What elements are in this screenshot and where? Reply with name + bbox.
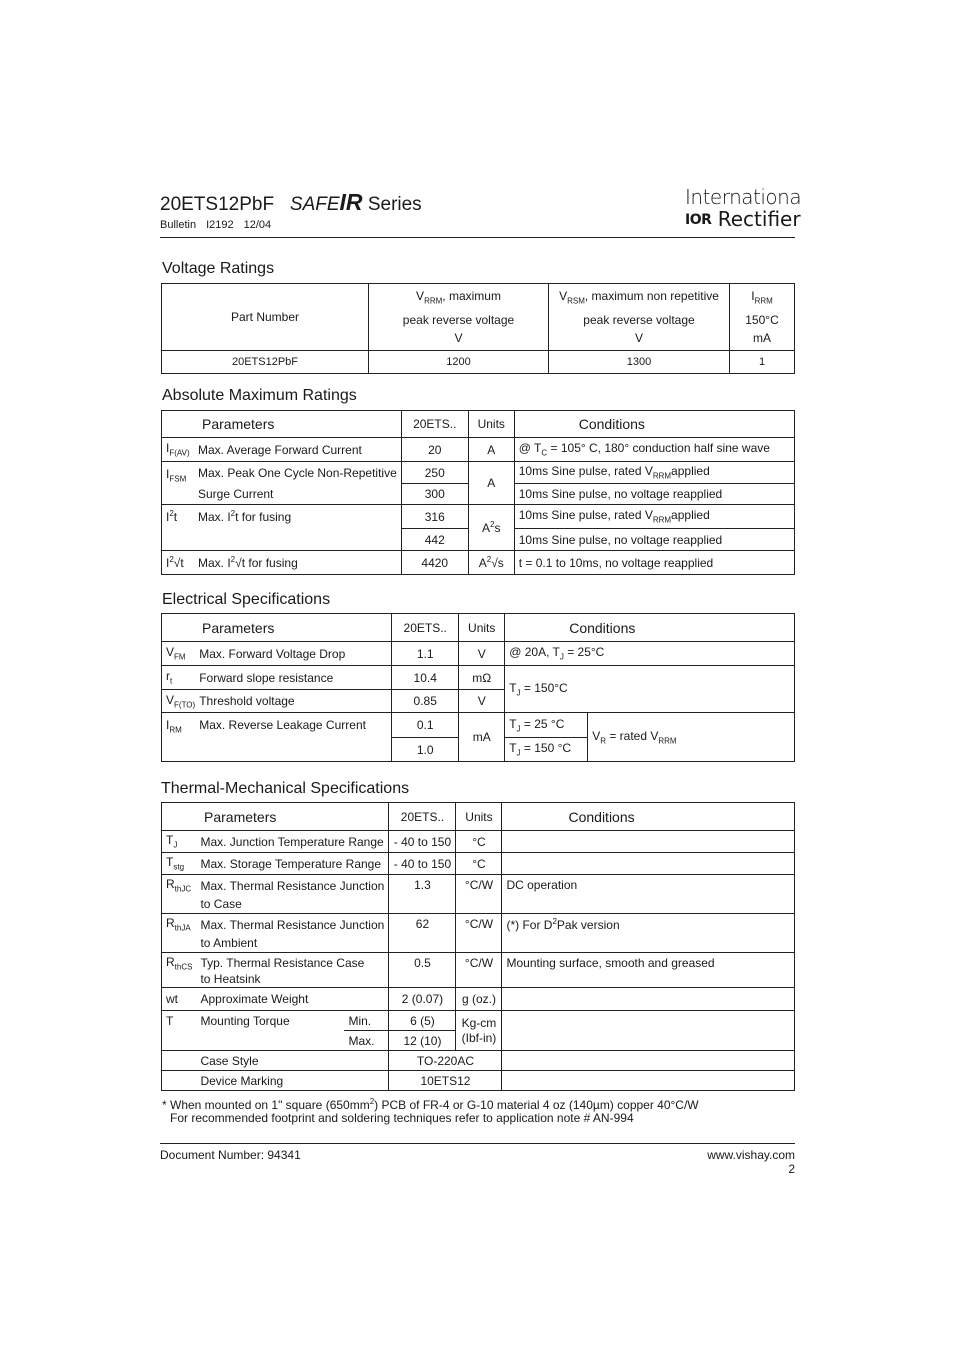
col-conditions: Conditions [502, 803, 795, 831]
ir-label: IR [339, 189, 363, 215]
table-row [162, 875, 795, 914]
param-condition: 10ms Sine pulse, no voltage reapplied [514, 484, 794, 505]
param-value: 62 [389, 914, 456, 953]
series-label: Series [367, 194, 422, 215]
param-value: - 40 to 150 [389, 831, 456, 853]
cell-vrrm: 1200 [369, 351, 549, 374]
param-condition: 10ms Sine pulse, rated $V_{RRM}applied$ [514, 462, 794, 484]
table-row [162, 551, 795, 575]
symbol-i2sqrt: $I^2√t$ [162, 551, 195, 575]
param-condition: @ $T_C = 105^\circ$ C, 180° conduction half sine wave [514, 438, 794, 462]
table-row [162, 1011, 795, 1031]
param-value: 300 [401, 484, 468, 505]
symbol-rthjc: $R_{thJC}$ [162, 875, 197, 914]
col-part-number: Part Number [162, 284, 369, 351]
symbol-ifsm: $I_{FSM}$ [162, 462, 195, 505]
table-header-row [162, 411, 795, 438]
table-header-row [162, 803, 795, 831]
param-condition-tj: $T_J = 25$ °C [505, 713, 588, 738]
param-desc: Surge Current [194, 484, 401, 505]
param-desc: Max. Average Forward Current [194, 438, 401, 462]
param-value: 4420 [401, 551, 468, 575]
table-row [162, 351, 795, 374]
param-value: 6 (5) [389, 1011, 456, 1031]
param-condition [502, 988, 795, 1011]
param-value: 1.1 [392, 642, 459, 666]
col-parameters: Parameters [162, 614, 392, 642]
param-desc: Approximate Weight [196, 988, 389, 1011]
table-row [162, 642, 795, 666]
param-desc: Max. Thermal Resistance Junction to Ambient [196, 914, 389, 953]
param-condition-tj: $T_J = 150$ °C [505, 738, 588, 762]
col-vrsm: $V_{RSM}$, maximum non repetitive peak reverse voltage V [549, 284, 730, 351]
param-desc: Mounting Torque [196, 1011, 344, 1051]
param-condition: 10ms Sine pulse, rated $V_{RRM}applied$ [514, 505, 794, 529]
logo-line-1: Internationa [685, 185, 802, 209]
footnote-2: For recommended footprint and soldering techniques refer to application note # AN-994 [170, 1111, 634, 1125]
table-row [162, 505, 795, 529]
symbol-rthcs: $R_{thCS}$ [162, 953, 197, 988]
param-desc-empty [194, 529, 401, 551]
symbol-vfto: $V_{F(TO)}$ [162, 690, 196, 713]
param-condition-vr: $V_R$ = rated $V_{RRM}$ [588, 713, 795, 762]
header-divider [160, 237, 795, 238]
symbol-torque: T [162, 1011, 197, 1051]
cell-irrm: 1 [730, 351, 795, 374]
safe-label: SAFE [289, 194, 340, 215]
param-unit: A [468, 438, 514, 462]
bulletin-date: 12/04 [243, 219, 272, 231]
bulletin-number: I2192 [206, 219, 234, 231]
param-value: 20 [401, 438, 468, 462]
website-link[interactable]: www.vishay.com [707, 1148, 795, 1162]
symbol-ifav: $I_{F(AV)}$ [162, 438, 195, 462]
param-value: 12 (10) [389, 1031, 456, 1051]
voltage-ratings-title: Voltage Ratings [162, 260, 275, 277]
param-condition: Mounting surface, smooth and greased [502, 953, 795, 988]
col-conditions: Conditions [514, 411, 794, 438]
symbol-wt: wt [162, 988, 197, 1011]
logo-line-2 [685, 207, 801, 231]
cell-part: 20ETS12PbF [162, 351, 369, 374]
param-condition [502, 1051, 795, 1071]
param-value: TO-220AC [389, 1051, 502, 1071]
table-row [162, 462, 795, 484]
document-number: Document Number: 94341 [160, 1148, 301, 1162]
param-unit: mΩ [459, 666, 505, 690]
param-condition: 10ms Sine pulse, no voltage reapplied [514, 529, 794, 551]
bulletin-line [160, 219, 281, 231]
param-condition: $T_J = 150^\circ C$ [505, 666, 795, 713]
footer-divider [160, 1143, 795, 1144]
col-value: 20ETS.. [401, 411, 468, 438]
electrical-table [161, 613, 795, 762]
param-value: 1.3 [389, 875, 456, 914]
param-desc: Max. Forward Voltage Drop [195, 642, 392, 666]
param-unit: °C [456, 853, 502, 875]
param-desc: Case Style [196, 1051, 389, 1071]
thermal-table [161, 802, 795, 1091]
symbol-empty [162, 1071, 197, 1091]
param-value: 10.4 [392, 666, 459, 690]
param-value: 0.85 [392, 690, 459, 713]
table-header-row [162, 614, 795, 642]
param-unit: $A^2s$ [468, 505, 514, 551]
param-condition: (*) For $D^2Pak$ version [502, 914, 795, 953]
torque-max-label: Max. [344, 1031, 389, 1051]
symbol-vfm: $V_{FM}$ [162, 642, 196, 666]
param-desc: Max. Reverse Leakage Current [195, 713, 392, 762]
param-condition: DC operation [502, 875, 795, 914]
col-units: Units [468, 411, 514, 438]
param-condition: @ 20A, $T_J = 25^\circ C$ [505, 642, 795, 666]
param-unit: g (oz.) [456, 988, 502, 1011]
logo-rectifier: Rectifier [717, 207, 801, 231]
symbol-irm: $I_{RM}$ [162, 713, 196, 762]
ior-logo-icon: IOR [685, 212, 712, 228]
table-row [162, 914, 795, 953]
table-row [162, 713, 795, 738]
param-value: 0.5 [389, 953, 456, 988]
col-value: 20ETS.. [389, 803, 456, 831]
col-vrrm: $V_{RRM}$, maximum peak reverse voltage V [369, 284, 549, 351]
symbol-tstg: $T_{stg}$ [162, 853, 197, 875]
page-number: 2 [788, 1162, 795, 1176]
param-desc: Threshold voltage [195, 690, 392, 713]
param-value: 2 (0.07) [389, 988, 456, 1011]
param-unit: mA [459, 713, 505, 762]
table-row [162, 831, 795, 853]
company-logo [685, 185, 802, 231]
abs-max-title: Absolute Maximum Ratings [162, 387, 357, 404]
torque-min-label: Min. [344, 1011, 389, 1031]
param-unit: A [468, 462, 514, 505]
abs-max-table [161, 410, 795, 575]
param-value: 250 [401, 462, 468, 484]
cell-vrsm: 1300 [549, 351, 730, 374]
bulletin-label: Bulletin [160, 219, 197, 231]
col-units: Units [456, 803, 502, 831]
param-condition: t = 0.1 to 10ms, no voltage reapplied [514, 551, 794, 575]
col-conditions: Conditions [505, 614, 795, 642]
col-value: 20ETS.. [392, 614, 459, 642]
param-unit: °C [456, 831, 502, 853]
param-desc: Max. Thermal Resistance Junction to Case [196, 875, 389, 914]
param-unit: $A^2√s$ [468, 551, 514, 575]
param-desc: Max. Peak One Cycle Non-Repetitive [194, 462, 401, 484]
param-condition [502, 1071, 795, 1091]
param-desc: Typ. Thermal Resistance Case to Heatsink [196, 953, 389, 988]
table-row [162, 1051, 795, 1071]
symbol-i2t: $I^2t$ [162, 505, 195, 551]
param-desc: Max. Junction Temperature Range [196, 831, 389, 853]
table-row [162, 988, 795, 1011]
table-row [162, 853, 795, 875]
thermal-title: Thermal-Mechanical Specifications [161, 780, 410, 797]
page-title [160, 189, 422, 216]
param-desc: Forward slope resistance [195, 666, 392, 690]
param-unit: V [459, 642, 505, 666]
col-parameters: Parameters [162, 411, 402, 438]
table-row [162, 953, 795, 988]
symbol-tj: $T_J$ [162, 831, 197, 853]
param-condition [502, 853, 795, 875]
symbol-empty [162, 1051, 197, 1071]
param-unit: °C/W [456, 914, 502, 953]
param-condition [502, 831, 795, 853]
table-row [162, 1071, 795, 1091]
param-value: 442 [401, 529, 468, 551]
param-desc: Device Marking [196, 1071, 389, 1091]
table-row [162, 666, 795, 690]
param-desc: Max. Storage Temperature Range [196, 853, 389, 875]
param-value: 316 [401, 505, 468, 529]
part-number: 20ETS12PbF [160, 194, 275, 215]
param-value: 0.1 [392, 713, 459, 738]
param-value: 10ETS12 [389, 1071, 502, 1091]
electrical-title: Electrical Specifications [162, 591, 331, 608]
voltage-ratings-table [161, 283, 795, 374]
table-row [162, 438, 795, 462]
param-condition [502, 1011, 795, 1051]
param-unit: °C/W [456, 953, 502, 988]
col-units: Units [459, 614, 505, 642]
param-value: 1.0 [392, 738, 459, 762]
param-unit: °C/W [456, 875, 502, 914]
symbol-rthja: $R_{thJA}$ [162, 914, 197, 953]
col-parameters: Parameters [162, 803, 389, 831]
param-value: - 40 to 150 [389, 853, 456, 875]
param-unit: Kg-cm (Ibf-in) [456, 1011, 502, 1051]
col-irrm: $I_{RRM}$ 150°C mA [730, 284, 795, 351]
table-header-row [162, 284, 795, 351]
symbol-rt: $r_t$ [162, 666, 196, 690]
footnote-1: * When mounted on 1" square $(650mm^2)$ PCB of FR-4 or G-10 material 4 oz (140µm) copper 40°C/W [162, 1097, 699, 1112]
param-desc: Max. $I^2t$ for fusing [194, 505, 401, 529]
param-desc: Max. $I^2√t$ for fusing [194, 551, 401, 575]
param-unit: V [459, 690, 505, 713]
